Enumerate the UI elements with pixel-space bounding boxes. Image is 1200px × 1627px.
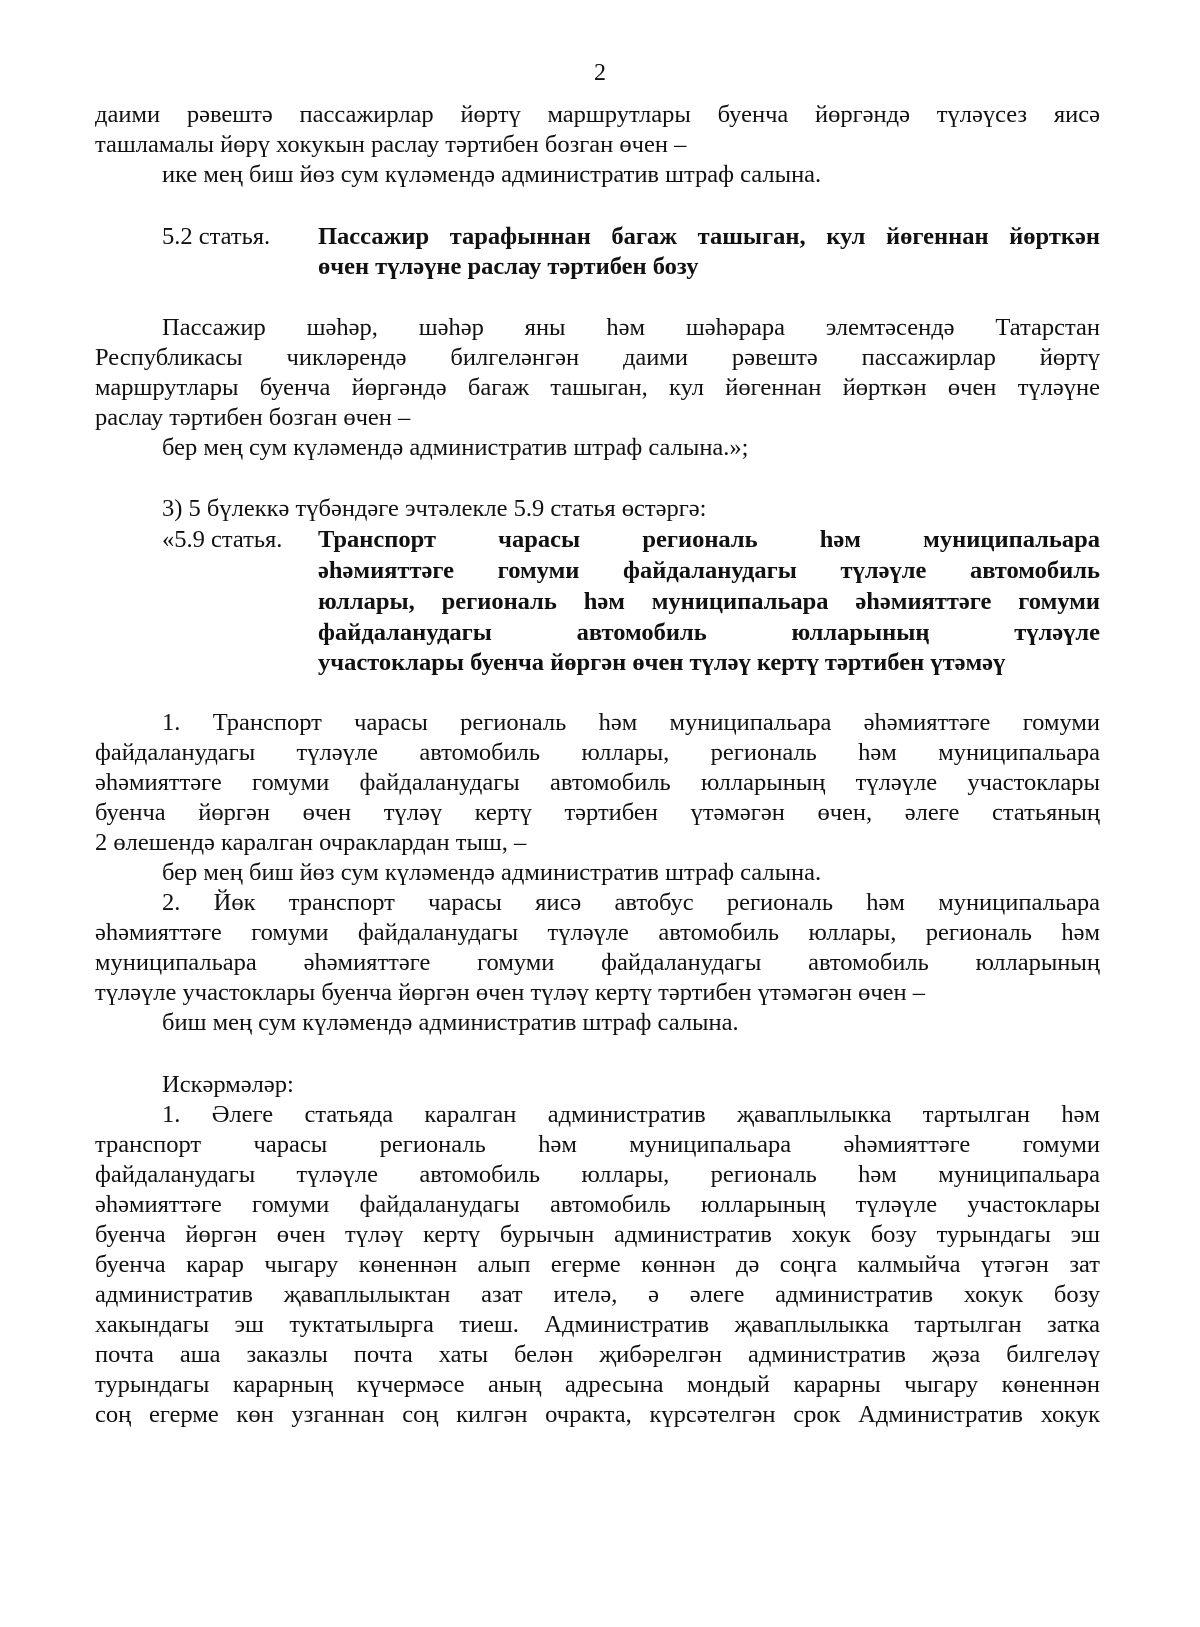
text-line: ике мең биш йөз сум күләмендә административ штраф салына. bbox=[162, 161, 822, 188]
article-heading: өчен түләүне раслау тәртибен бозу bbox=[318, 253, 699, 280]
text-line: ташламалы йөрү хокукын раслау тәртибен бозган өчен – bbox=[95, 131, 687, 158]
text-line: бер мең сум күләмендә административ штраф салына.»; bbox=[162, 434, 749, 461]
text-line: хакындагы эш туктатылырга тиеш. Административ җаваплылыкка тартылган затка bbox=[95, 1311, 1100, 1338]
text-line: биш мең сум күләмендә административ штраф салына. bbox=[162, 1009, 739, 1036]
page-number: 2 bbox=[594, 60, 606, 86]
text-line: турындагы карарның күчермәсе аның адресына мондый карарны чыгару көненнән bbox=[95, 1371, 1100, 1398]
text-line: маршрутлары буенча йөргәндә багаж ташыган, кул йөгеннан йөрткән өчен түләүне bbox=[95, 374, 1100, 401]
text-line: муниципальара әһәмияттәге гомуми файдаланудагы автомобиль юлларының bbox=[95, 949, 1100, 976]
article-heading: участоклары буенча йөргән өчен түләү кертү тәртибен үтәмәү bbox=[318, 649, 1006, 676]
text-line: 2 өлешендә каралган очраклардан тыш, – bbox=[95, 829, 527, 856]
text-line: буенча йөргән өчен түләү кертү бурычын административ хокук бозу турындагы эш bbox=[95, 1221, 1100, 1248]
text-line: раслау тәртибен бозган өчен – bbox=[95, 404, 411, 431]
text-line: файдаланудагы түләүле автомобиль юллары, региональ һәм муниципальара bbox=[95, 1161, 1100, 1188]
text-line: 2. Йөк транспорт чарасы яисә автобус региональ һәм муниципальара bbox=[162, 889, 1100, 916]
text-line: Республикасы чикләрендә билгеләнгән даими рәвештә пассажирлар йөртү bbox=[95, 344, 1100, 371]
text-line: түләүле участоклары буенча йөргән өчен түләү кертү тәртибен үтәмәгән өчен – bbox=[95, 979, 926, 1006]
text-line: буенча йөргән өчен түләү кертү тәртибен үтәмәгән өчен, әлеге статьяның bbox=[95, 799, 1100, 826]
text-line: Пассажир шәһәр, шәһәр яны һәм шәһәрара элемтәсендә Татарстан bbox=[162, 314, 1100, 341]
article-number: 5.2 статья. bbox=[162, 223, 271, 250]
notes-heading: Искәрмәләр: bbox=[162, 1071, 294, 1098]
text-line: транспорт чарасы региональ һәм муниципальара әһәмияттәге гомуми bbox=[95, 1131, 1100, 1158]
article-heading: файдаланудагы автомобиль юлларының түләүле bbox=[318, 619, 1100, 646]
text-line: 3) 5 бүлеккә түбәндәге эчтәлекле 5.9 статья өстәргә: bbox=[162, 495, 707, 522]
text-line: 1. Әлеге статьяда каралган административ җаваплылыкка тартылган һәм bbox=[162, 1101, 1100, 1128]
article-heading: әһәмияттәге гомуми файдаланудагы түләүле автомобиль bbox=[318, 557, 1100, 584]
text-line: әһәмияттәге гомуми файдаланудагы автомобиль юлларының түләүле участоклары bbox=[95, 769, 1100, 796]
article-heading: Транспорт чарасы региональ һәм муниципальара bbox=[318, 526, 1100, 553]
text-line: бер мең биш йөз сум күләмендә административ штраф салына. bbox=[162, 859, 822, 886]
text-line: соң егерме көн узганнан соң килгән очракта, күрсәтелгән срок Административ хокук bbox=[95, 1401, 1100, 1428]
text-line: әһәмияттәге гомуми файдаланудагы автомобиль юлларының түләүле участоклары bbox=[95, 1191, 1100, 1218]
text-line: 1. Транспорт чарасы региональ һәм муниципальара әһәмияттәге гомуми bbox=[162, 709, 1100, 736]
text-line: административ җаваплылыктан азат ителә, ә әлеге административ хокук бозу bbox=[95, 1281, 1100, 1308]
text-line: даими рәвештә пассажирлар йөртү маршрутлары буенча йөргәндә түләүсез яисә bbox=[95, 101, 1100, 128]
text-line: буенча карар чыгару көненнән алып егерме көннән дә соңга калмыйча үтәгән зат bbox=[95, 1251, 1100, 1278]
article-number: «5.9 статья. bbox=[162, 526, 283, 553]
text-line: почта аша заказлы почта хаты белән җибәрелгән административ җәза билгеләү bbox=[95, 1341, 1100, 1368]
text-line: әһәмияттәге гомуми файдаланудагы түләүле автомобиль юллары, региональ һәм bbox=[95, 919, 1100, 946]
text-line: файдаланудагы түләүле автомобиль юллары, региональ һәм муниципальара bbox=[95, 739, 1100, 766]
article-heading: Пассажир тарафыннан багаж ташыган, кул йөгеннан йөрткән bbox=[318, 223, 1100, 250]
article-heading: юллары, региональ һәм муниципальара әһәмияттәге гомуми bbox=[318, 588, 1100, 615]
